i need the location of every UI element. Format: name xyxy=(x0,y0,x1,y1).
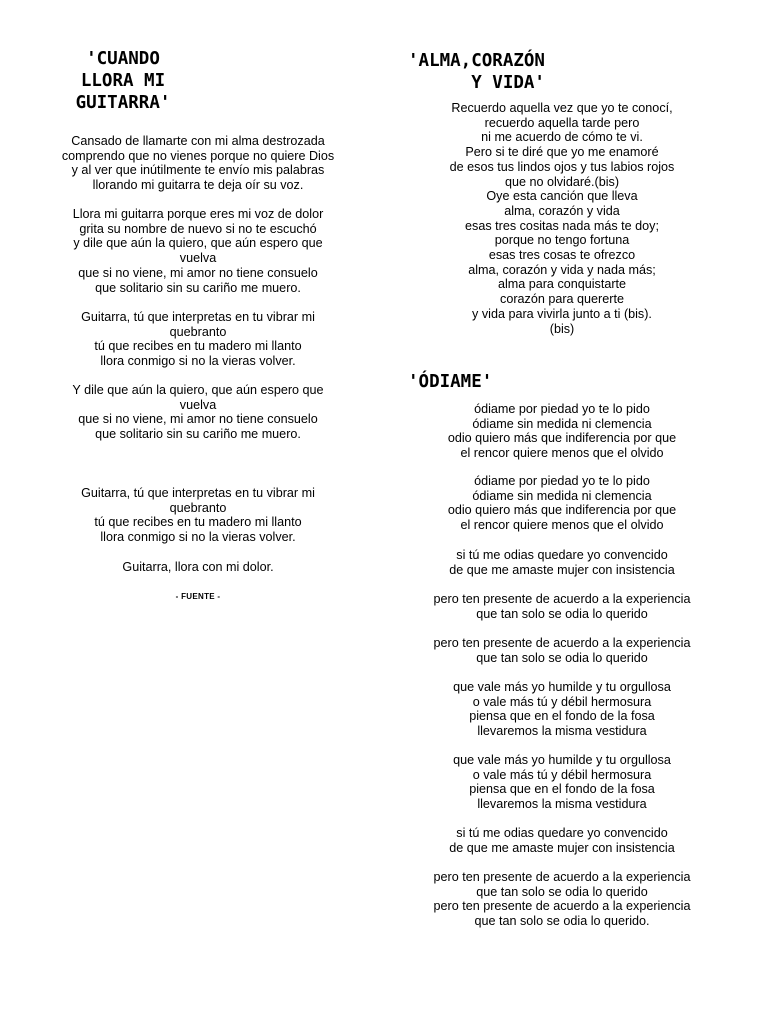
lyric-line: Y dile que aún la quiero, que aún espero que xyxy=(72,383,324,397)
song-title-odiame: 'ÓDIAME' xyxy=(408,372,493,392)
stanza xyxy=(40,486,356,545)
lyric-line: alma, corazón y vida xyxy=(504,203,620,218)
lyric-line: que tan solo se odia lo querido xyxy=(476,650,648,665)
lyric-line: ódiame por piedad yo te lo pido xyxy=(474,474,650,488)
lyric-line: esas tres cositas nada más te doy; xyxy=(465,218,659,233)
lyric-line: tú que recibes en tu madero mi llanto xyxy=(94,515,302,530)
stanza xyxy=(408,592,716,621)
lyric-line: o vale más tú y débil hermosura xyxy=(472,767,652,782)
lyric-line: (bis) xyxy=(549,321,575,336)
lyric-line: Guitarra, tú que interpretas en tu vibrar mi xyxy=(81,310,315,324)
lyric-line: odio quiero más que indiferencia por que xyxy=(447,431,677,446)
stanza xyxy=(408,826,716,855)
lyric-line: tú que recibes en tu madero mi llanto xyxy=(94,339,302,354)
lyric-line: que vale más yo humilde y tu orgullosa xyxy=(453,753,671,767)
lyric-line: ódiame sin medida ni clemencia xyxy=(472,416,652,431)
lyric-line: ni me acuerdo de cómo te vi. xyxy=(481,130,643,145)
stanza xyxy=(40,383,356,442)
lyric-line: Llora mi guitarra porque eres mi voz de dolor xyxy=(72,207,324,221)
stanza xyxy=(40,207,356,295)
song-title-alma-corazon-y-vida: 'ALMA,CORAZÓN Y VIDA' xyxy=(408,51,545,93)
lyric-line: que tan solo se odia lo querido xyxy=(476,606,648,621)
lyric-line: si tú me odias quedare yo convencido xyxy=(456,826,668,840)
lyric-line: piensa que en el fondo de la fosa xyxy=(469,782,655,797)
lyric-line: que tan solo se odia lo querido xyxy=(476,884,648,899)
lyric-line: llevaremos la misma vestidura xyxy=(477,724,647,739)
lyric-line: o vale más tú y débil hermosura xyxy=(472,694,652,709)
stanza xyxy=(408,402,716,461)
stanza xyxy=(408,636,716,665)
lyric-line: vuelva xyxy=(179,251,217,266)
source-link[interactable]: - FUENTE - xyxy=(175,592,221,601)
lyric-line: grita su nombre de nuevo si no te escuchó xyxy=(79,221,317,236)
stanza xyxy=(40,310,356,369)
lyric-line: pero ten presente de acuerdo a la experiencia xyxy=(433,899,691,914)
stanza xyxy=(408,101,716,336)
stanza xyxy=(40,134,356,193)
stanza xyxy=(408,870,716,929)
lyric-line: recuerdo aquella tarde pero xyxy=(484,115,640,130)
lyric-line: odio quiero más que indiferencia por que xyxy=(447,503,677,518)
lyric-line: de que me amaste mujer con insistencia xyxy=(449,840,675,855)
lyric-line: que solitario sin su cariño me muero. xyxy=(95,280,301,295)
lyric-line: el rencor quiere menos que el olvido xyxy=(460,518,664,533)
lyric-line: si tú me odias quedare yo convencido xyxy=(456,548,668,562)
stanza xyxy=(40,560,356,575)
lyric-line: que solitario sin su cariño me muero. xyxy=(95,427,301,442)
lyric-line: alma para conquistarte xyxy=(497,277,627,292)
lyric-line: que no olvidaré.(bis) xyxy=(504,174,620,189)
lyric-line: Cansado de llamarte con mi alma destrozada xyxy=(71,134,325,148)
lyric-line: quebranto xyxy=(169,324,227,339)
lyric-line: de esos tus lindos ojos y tus labios rojos xyxy=(449,159,675,174)
lyric-line: que tan solo se odia lo querido. xyxy=(474,914,650,929)
lyric-line: Guitarra, llora con mi dolor. xyxy=(122,560,274,574)
lyric-line: Guitarra, tú que interpretas en tu vibrar mi xyxy=(81,486,315,500)
stanza xyxy=(408,753,716,812)
lyric-line: que vale más yo humilde y tu orgullosa xyxy=(453,680,671,694)
lyric-line: piensa que en el fondo de la fosa xyxy=(469,709,655,724)
lyric-line: y al ver que inútilmente te envío mis palabras xyxy=(71,163,325,178)
lyric-line: esas tres cosas te ofrezco xyxy=(488,248,636,263)
lyric-line: de que me amaste mujer con insistencia xyxy=(449,562,675,577)
lyric-line: Pero si te diré que yo me enamoré xyxy=(465,145,659,160)
lyric-line: y dile que aún la quiero, que aún espero que xyxy=(73,236,323,251)
lyric-line: pero ten presente de acuerdo a la experiencia xyxy=(433,636,691,650)
lyric-line: porque no tengo fortuna xyxy=(494,233,630,248)
lyric-line: Oye esta canción que lleva xyxy=(486,189,638,204)
lyric-line: que si no viene, mi amor no tiene consuelo xyxy=(78,265,318,280)
lyric-line: vuelva xyxy=(179,397,217,412)
lyric-line: pero ten presente de acuerdo a la experiencia xyxy=(433,592,691,606)
stanza xyxy=(408,548,716,577)
lyric-line: llevaremos la misma vestidura xyxy=(477,797,647,812)
lyric-line: pero ten presente de acuerdo a la experiencia xyxy=(433,870,691,884)
stanza xyxy=(408,474,716,533)
lyric-line: Recuerdo aquella vez que yo te conocí, xyxy=(451,101,673,115)
lyric-line: alma, corazón y vida y nada más; xyxy=(468,262,656,277)
lyric-line: llora conmigo si no la vieras volver. xyxy=(100,530,296,545)
lyric-line: corazón para quererte xyxy=(500,292,624,307)
song-title-cuando-llora-mi-guitarra: 'CUANDO LLORA MI GUITARRA' xyxy=(75,49,171,113)
lyric-line: llora conmigo si no la vieras volver. xyxy=(100,354,296,369)
lyric-line: ódiame por piedad yo te lo pido xyxy=(474,402,650,416)
stanza xyxy=(408,680,716,739)
lyric-line: llorando mi guitarra te deja oír su voz. xyxy=(92,178,304,193)
lyric-line: quebranto xyxy=(169,500,227,515)
lyric-line: comprendo que no vienes porque no quiere Dios xyxy=(61,148,335,163)
lyric-line: ódiame sin medida ni clemencia xyxy=(472,488,652,503)
lyric-line: que si no viene, mi amor no tiene consuelo xyxy=(78,412,318,427)
lyric-line: el rencor quiere menos que el olvido xyxy=(460,446,664,461)
lyric-line: y vida para vivirla junto a ti (bis). xyxy=(472,306,652,321)
